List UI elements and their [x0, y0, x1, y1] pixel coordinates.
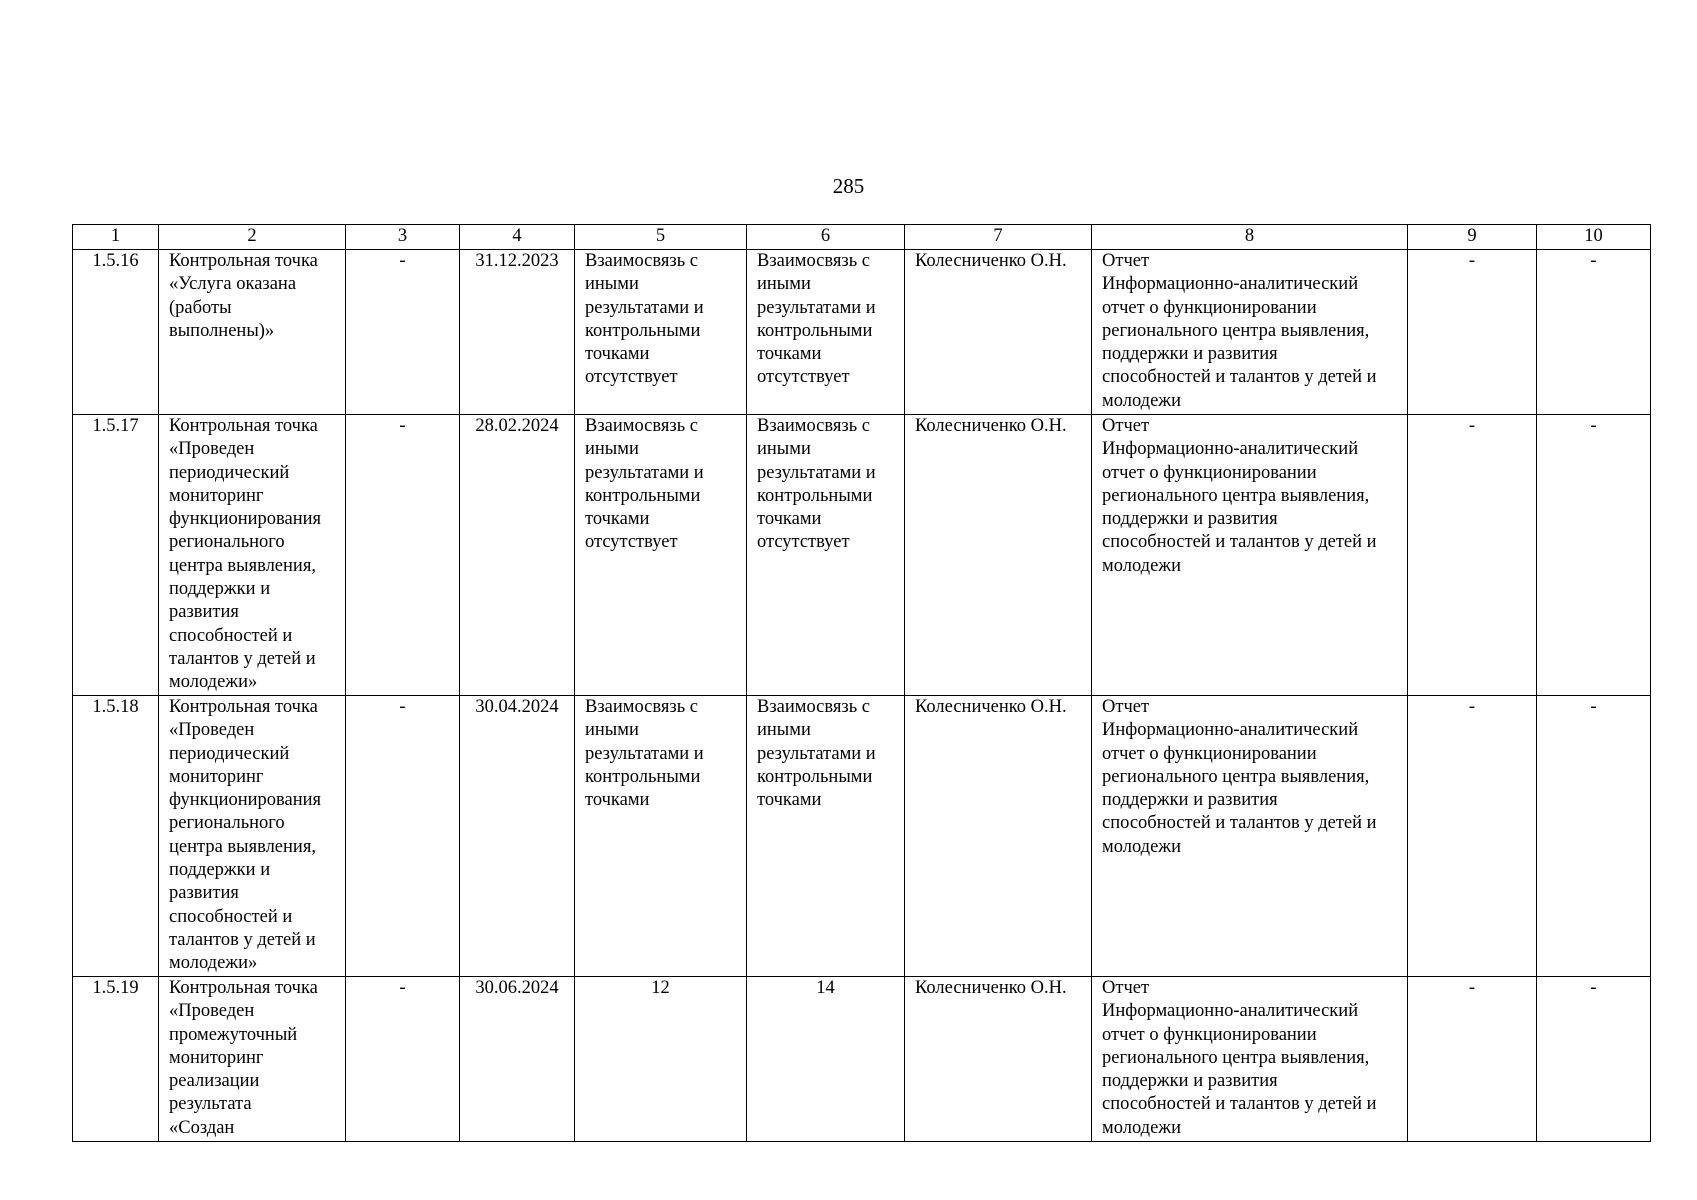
cell-col10: -: [1537, 250, 1651, 415]
cell-col9: -: [1408, 696, 1537, 977]
cell-col3: -: [346, 977, 460, 1142]
responsible-person: Колесниченко О.Н.: [905, 250, 1092, 415]
cell-col3: -: [346, 696, 460, 977]
column-number: 1: [73, 225, 159, 250]
control-point-name: Контрольная точка «Услуга оказана (работы выполнены)»: [159, 250, 346, 415]
responsible-person: Колесниченко О.Н.: [905, 977, 1092, 1142]
deadline-date: 30.04.2024: [460, 696, 575, 977]
control-point-name: Контрольная точка «Проведен периодический мониторинг функционирования регионального центра выявления, поддержки и развития способностей и талантов у детей и молодежи»: [159, 696, 346, 977]
column-number: 8: [1092, 225, 1408, 250]
report-document: Отчет Информационно-аналитический отчет о функционировании регионального центра выявления, поддержки и развития способностей и талантов у детей и молодежи: [1092, 250, 1408, 415]
row-number: 1.5.16: [73, 250, 159, 415]
page-number: 285: [832, 174, 865, 198]
column-number: 5: [575, 225, 747, 250]
cell-col6: Взаимосвязь с иными результатами и контрольными точками отсутствует: [747, 250, 905, 415]
column-number: 2: [159, 225, 346, 250]
report-document: Отчет Информационно-аналитический отчет о функционировании регионального центра выявления, поддержки и развития способностей и талантов у детей и молодежи: [1092, 977, 1408, 1142]
cell-col10: -: [1537, 977, 1651, 1142]
deadline-date: 30.06.2024: [460, 977, 575, 1142]
column-number: 6: [747, 225, 905, 250]
column-number: 3: [346, 225, 460, 250]
column-number: 9: [1408, 225, 1537, 250]
cell-col6: Взаимосвязь с иными результатами и контрольными точками отсутствует: [747, 415, 905, 696]
cell-col3: -: [346, 250, 460, 415]
cell-col6: Взаимосвязь с иными результатами и контрольными точками: [747, 696, 905, 977]
cell-col5: Взаимосвязь с иными результатами и контрольными точками отсутствует: [575, 250, 747, 415]
responsible-person: Колесниченко О.Н.: [905, 415, 1092, 696]
cell-col9: -: [1408, 415, 1537, 696]
table-row: [73, 696, 1651, 977]
control-points-table: [72, 224, 1651, 1142]
report-document: Отчет Информационно-аналитический отчет о функционировании регионального центра выявления, поддержки и развития способностей и талантов у детей и молодежи: [1092, 696, 1408, 977]
cell-col5: 12: [575, 977, 747, 1142]
report-document: Отчет Информационно-аналитический отчет о функционировании регионального центра выявления, поддержки и развития способностей и талантов у детей и молодежи: [1092, 415, 1408, 696]
cell-col5: Взаимосвязь с иными результатами и контрольными точками: [575, 696, 747, 977]
deadline-date: 31.12.2023: [460, 250, 575, 415]
responsible-person: Колесниченко О.Н.: [905, 696, 1092, 977]
table-row: [73, 977, 1651, 1142]
row-number: 1.5.18: [73, 696, 159, 977]
row-number: 1.5.17: [73, 415, 159, 696]
cell-col6: 14: [747, 977, 905, 1142]
cell-col10: -: [1537, 415, 1651, 696]
control-point-name: Контрольная точка «Проведен промежуточный мониторинг реализации результата «Создан: [159, 977, 346, 1142]
cell-col9: -: [1408, 977, 1537, 1142]
table-row: [73, 250, 1651, 415]
column-number: 4: [460, 225, 575, 250]
column-number: 10: [1537, 225, 1651, 250]
table-row: [73, 415, 1651, 696]
column-number: 7: [905, 225, 1092, 250]
cell-col5: Взаимосвязь с иными результатами и контрольными точками отсутствует: [575, 415, 747, 696]
column-number-row: [73, 225, 1651, 250]
cell-col3: -: [346, 415, 460, 696]
deadline-date: 28.02.2024: [460, 415, 575, 696]
cell-col9: -: [1408, 250, 1537, 415]
cell-col10: -: [1537, 696, 1651, 977]
control-point-name: Контрольная точка «Проведен периодический мониторинг функционирования регионального центра выявления, поддержки и развития способностей и талантов у детей и молодежи»: [159, 415, 346, 696]
row-number: 1.5.19: [73, 977, 159, 1142]
